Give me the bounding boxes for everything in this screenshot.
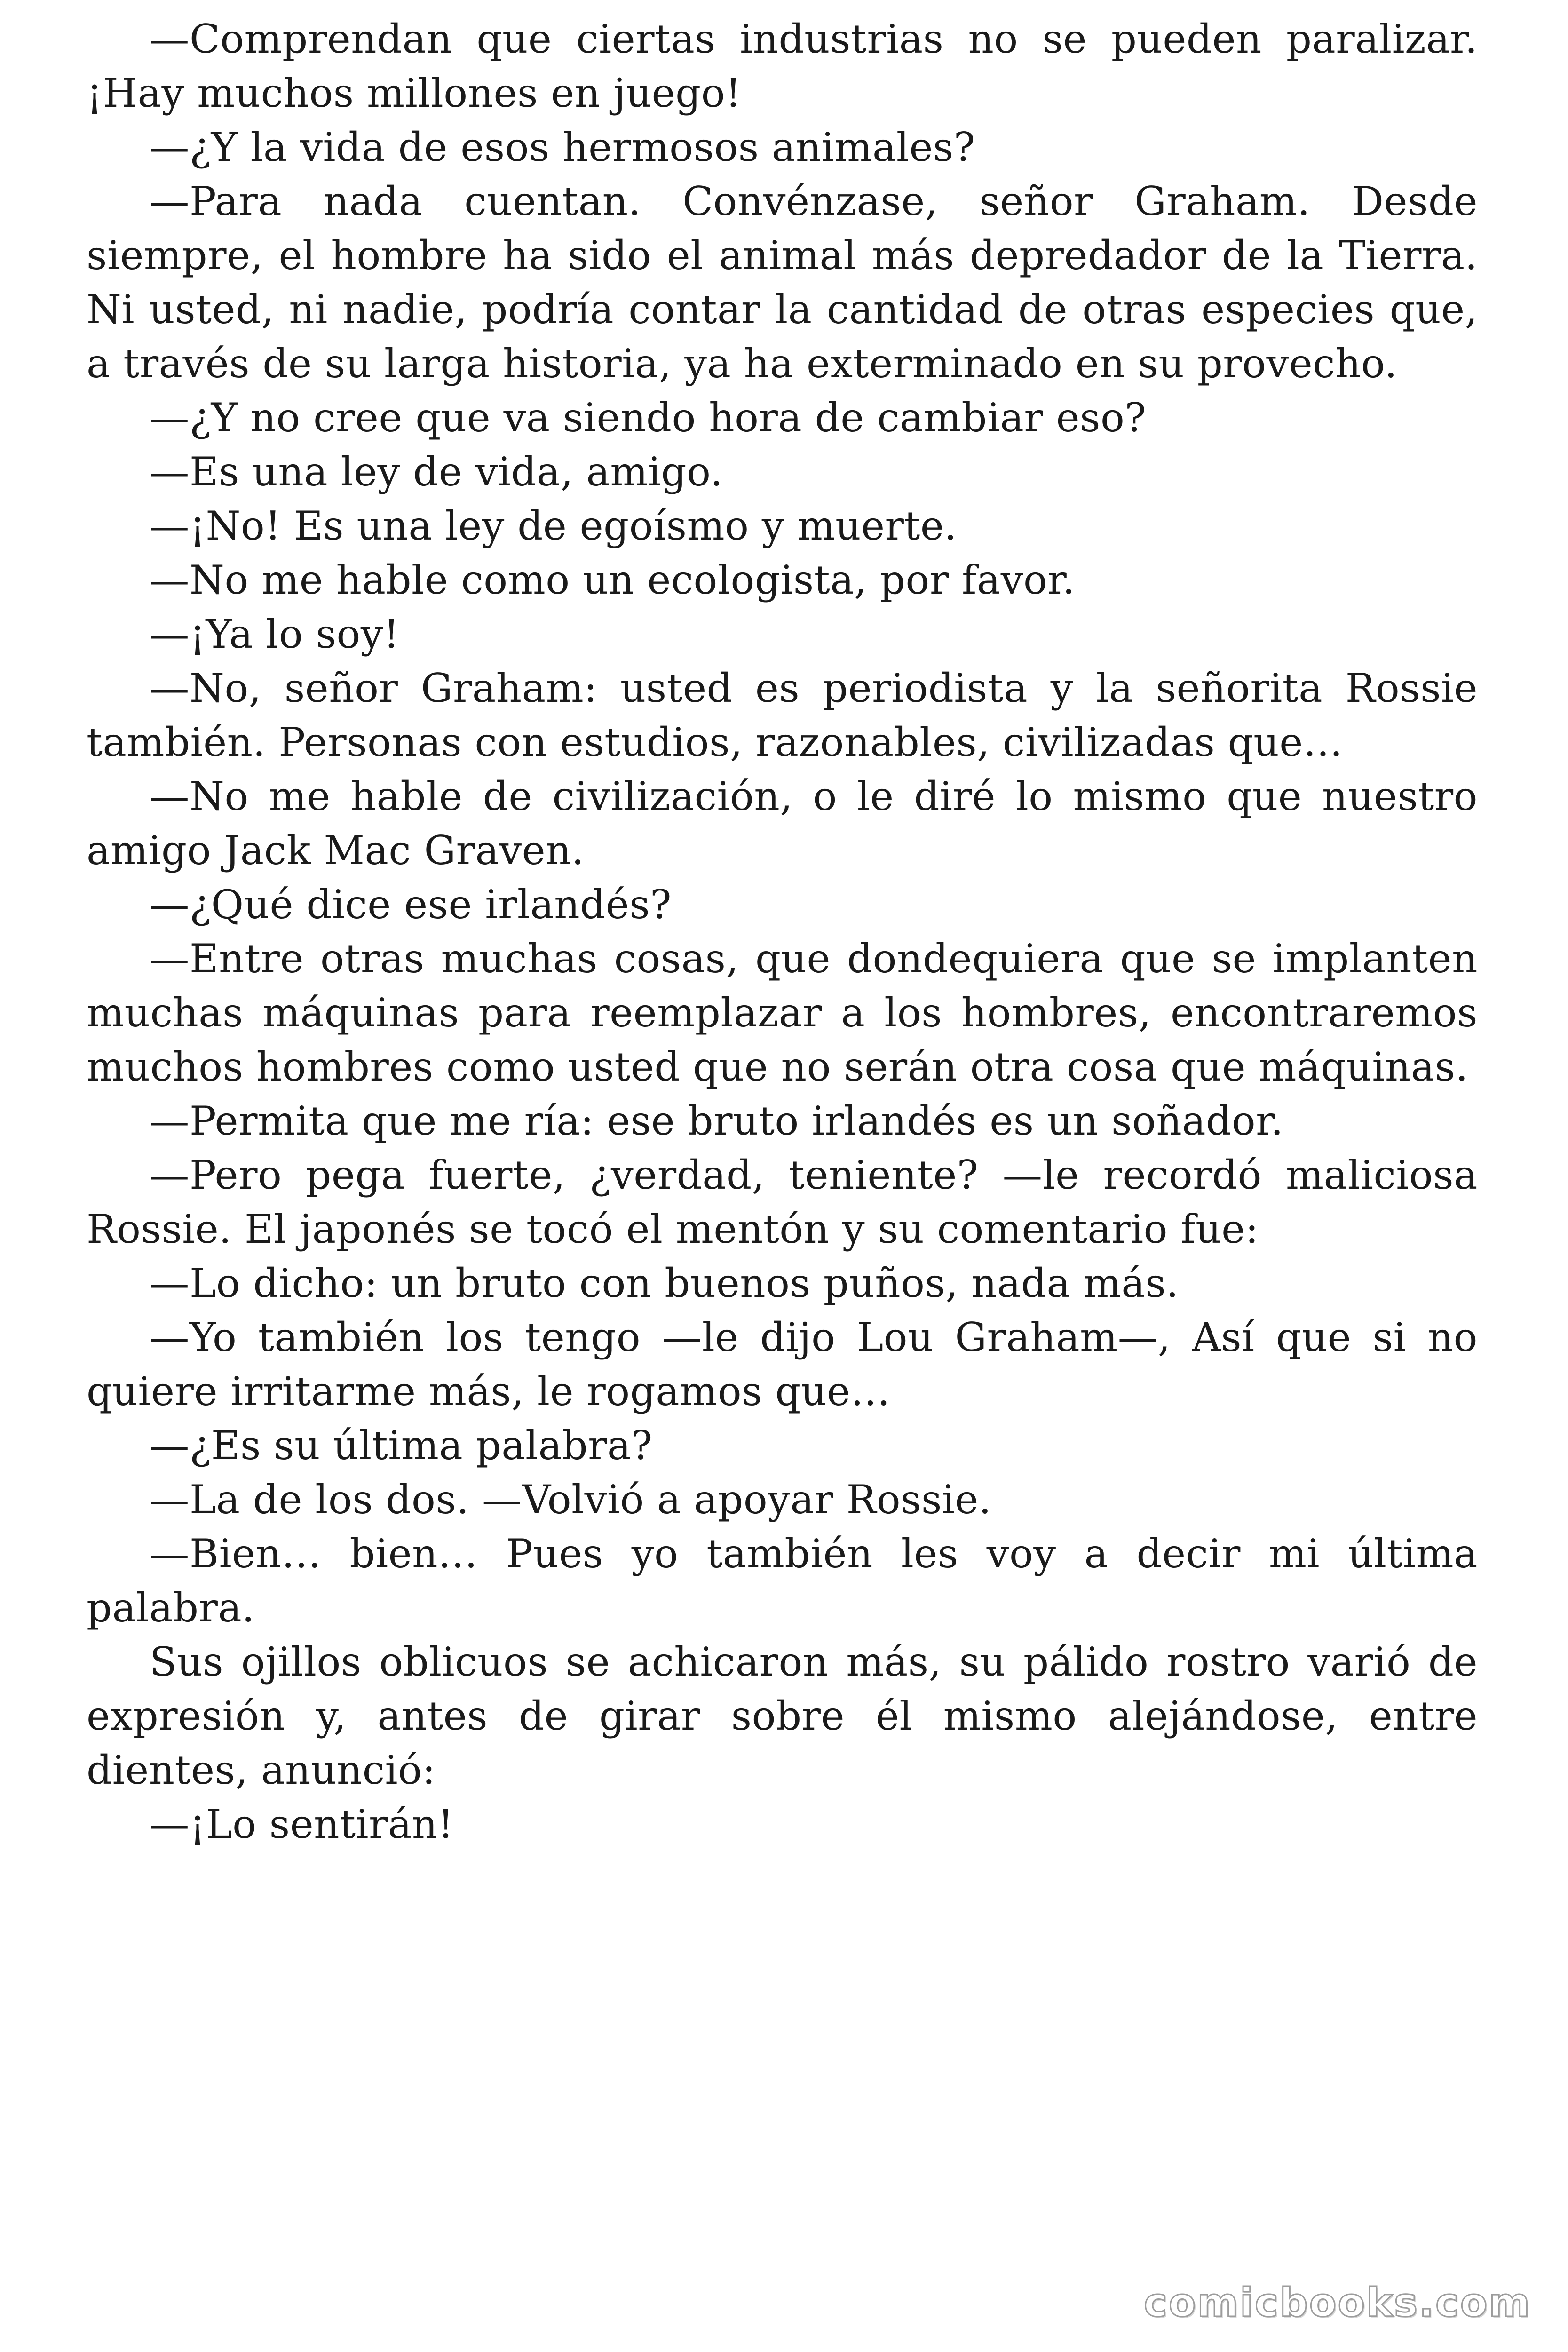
paragraph: —Es una ley de vida, amigo. xyxy=(150,449,723,495)
paragraph: —Comprendan que ciertas industrias no se pueden paralizar. ¡Hay muchos millones en juego! xyxy=(87,16,1478,116)
page-text-body xyxy=(87,12,1478,1851)
paragraph: —No, señor Graham: usted es periodista y la señorita Rossie también. Personas con estudios, razonables, civilizadas que… xyxy=(87,665,1478,765)
paragraph: Sus ojillos oblicuos se achicaron más, su pálido rostro varió de expresión y, antes de girar sobre él mismo alejándose, entre dientes, anunció: xyxy=(87,1639,1478,1793)
paragraph: —Entre otras muchas cosas, que dondequiera que se implanten muchas máquinas para reemplazar a los hombres, encontraremos muchos hombres como usted que no serán otra cosa que máquinas. xyxy=(87,936,1478,1090)
paragraph: —¿Qué dice ese irlandés? xyxy=(150,882,672,928)
paragraph: —Permita que me ría: ese bruto irlandés es un soñador. xyxy=(150,1098,1284,1144)
paragraph: —Yo también los tengo —le dijo Lou Graham—, Así que si no quiere irritarme más, le rogamos que… xyxy=(87,1314,1478,1414)
paragraph: —Pero pega fuerte, ¿verdad, teniente? —le recordó maliciosa Rossie. El japonés se tocó el mentón y su comentario fue: xyxy=(87,1152,1478,1252)
paragraph: —La de los dos. —Volvió a apoyar Rossie. xyxy=(150,1477,992,1523)
paragraph: —No me hable de civilización, o le diré lo mismo que nuestro amigo Jack Mac Graven. xyxy=(87,773,1478,874)
paragraph: —Para nada cuentan. Convénzase, señor Graham. Desde siempre, el hombre ha sido el animal más depredador de la Tierra. Ni usted, ni nadie, podría contar la cantidad de otras especies que, a través de su larga historia, ya ha exterminado en su provecho. xyxy=(87,178,1478,387)
paragraph: —¡No! Es una ley de egoísmo y muerte. xyxy=(150,503,957,549)
paragraph: —Lo dicho: un bruto con buenos puños, nada más. xyxy=(150,1260,1179,1306)
paragraph: —¡Ya lo soy! xyxy=(150,611,400,657)
paragraph: —¿Y no cree que va siendo hora de cambiar eso? xyxy=(150,395,1147,441)
watermark-logo: comicbooks.com xyxy=(1144,2280,1531,2326)
paragraph: —Bien… bien… Pues yo también les voy a decir mi última palabra. xyxy=(87,1531,1478,1631)
paragraph: —¡Lo sentirán! xyxy=(150,1801,454,1847)
paragraph: —No me hable como un ecologista, por favor. xyxy=(150,557,1076,603)
paragraph: —¿Es su última palabra? xyxy=(150,1422,653,1469)
paragraph: —¿Y la vida de esos hermosos animales? xyxy=(150,124,975,170)
